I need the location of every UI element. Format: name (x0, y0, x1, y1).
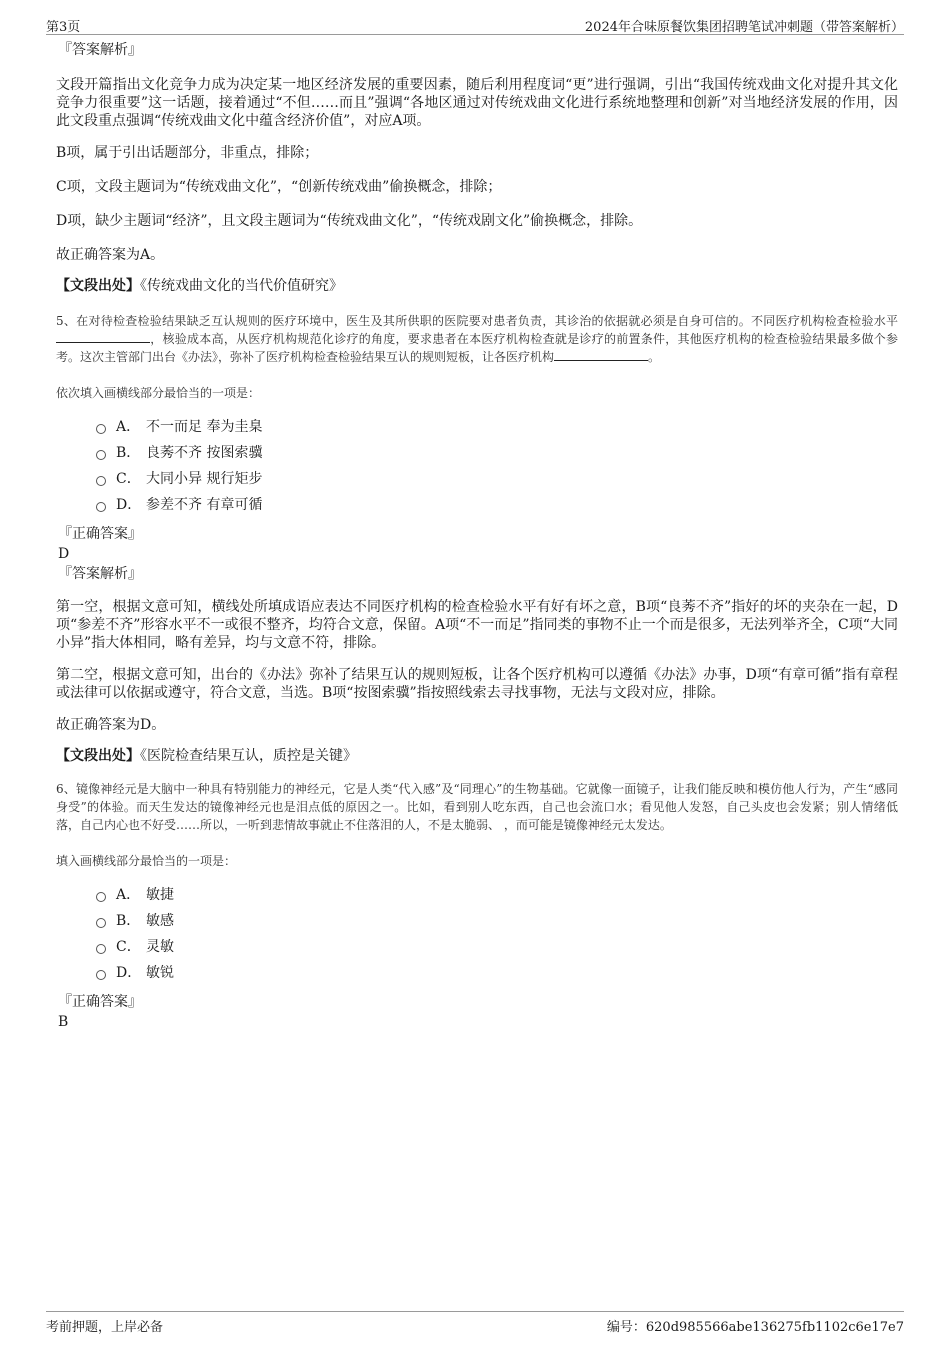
source-title: 《传统戏曲文化的当代价值研究》 (140, 278, 343, 294)
correct-answer: B (58, 1014, 69, 1030)
analysis-paragraph: 第一空，根据文意可知，横线处所填成语应表达不同医疗机构的检查检验水平有好有坏之意，B项“良莠不齐”指好的坏的夹杂在一起，D项“参差不齐”形容水平不一或很不整齐，均符合文意，保留。A项“不一而足”指同类的事物不止一个而是很多，无法列举齐全，C项“大同小异”指大体相同，略有差异，均与文意不符，排除。 (56, 599, 898, 651)
analysis-label: 『答案解析』 (58, 42, 142, 58)
source-title: 《医院检查结果互认，质控是关键》 (140, 748, 357, 764)
radio-icon[interactable] (96, 450, 106, 460)
source-line (56, 746, 898, 766)
option-key: C． (116, 471, 141, 487)
analysis-paragraph: 第二空，根据文意可知，出台的《办法》弥补了结果互认的规则短板，让各个医疗机构可以遵循《办法》办事，D项“有章可循”指有章程或法律可以依据或遵守，符合文意，当选。B项“按图索骥”指按照线索去寻找事物，无法与文段对应，排除。 (56, 667, 898, 701)
option-key: C． (116, 939, 141, 955)
option-text: 敏感 (146, 913, 174, 929)
source-label: 【文段出处】 (56, 748, 140, 764)
footer-slogan: 考前押题，上岸必备 (46, 1320, 164, 1335)
option-text: 参差不齐 有章可循 (146, 497, 263, 513)
option-d[interactable] (96, 492, 898, 518)
radio-icon[interactable] (96, 476, 106, 486)
radio-icon[interactable] (96, 918, 106, 928)
fill-blank (554, 348, 648, 361)
options-list (96, 882, 898, 986)
option-key: D． (116, 497, 142, 513)
analysis-label: 『答案解析』 (58, 566, 142, 582)
option-key: B． (116, 445, 141, 461)
document-title: 2024年合味原餐饮集团招聘笔试冲刺题（带答案解析） (584, 20, 904, 35)
option-key: B． (116, 913, 141, 929)
option-d[interactable] (96, 960, 898, 986)
question-text: 5、在对待检查检验结果缺乏互认规则的医疗环境中，医生及其所供职的医院要对患者负责，其诊治的依据就必须是自身可信的。不同医疗机构检查检验水平 (56, 314, 898, 328)
analysis-paragraph: C项，文段主题词为“传统戏曲文化”，“创新传统戏曲”偷换概念，排除； (56, 179, 502, 195)
correct-answer-label: 『正确答案』 (58, 526, 142, 542)
option-c[interactable] (96, 934, 898, 960)
page-number: 第3页 (46, 20, 81, 35)
document-id: 编号：620d985566abe136275fb1102c6e17e7 (606, 1320, 904, 1335)
radio-icon[interactable] (96, 970, 106, 980)
options-list (96, 414, 898, 518)
correct-answer: D (58, 546, 70, 562)
radio-icon[interactable] (96, 944, 106, 954)
option-a[interactable] (96, 414, 898, 440)
option-key: A． (116, 887, 141, 903)
page-content (56, 40, 898, 1032)
radio-icon[interactable] (96, 892, 106, 902)
page-footer (46, 1311, 904, 1336)
option-text: 敏捷 (146, 887, 174, 903)
question-6: 6、镜像神经元是大脑中一种具有特别能力的神经元，它是人类“代入感”及“同理心”的生物基础。它就像一面镜子，让我们能反映和模仿他人行为，产生“感同身受”的体验。而天生发达的镜像神经元也是泪点低的原因之一。比如，看到别人吃东西，自己也会流口水；看见他人发怒，自己头皮也会发紧；别人情绪低落，自己内心也不好受……所以，一听到悲情故事就止不住落泪的人，不是太脆弱、 ，而可能是镜像神经元太发达。 (56, 782, 898, 832)
option-c[interactable] (96, 466, 898, 492)
question-text: ，核验成本高，从医疗机构规范化诊疗的角度，要求患者在本医疗机构检查就是诊疗的前置条件，其他医疗机构的检查检验结果最多做个参考。这次主管部门出台《办法》，弥补了医疗机构检查检验结果互认的规则短板，让各医疗机构 (56, 332, 898, 364)
correct-answer-label: 『正确答案』 (58, 994, 142, 1010)
option-text: 灵敏 (146, 939, 174, 955)
option-a[interactable] (96, 882, 898, 908)
question-text: 。 (648, 350, 661, 364)
option-b[interactable] (96, 440, 898, 466)
radio-icon[interactable] (96, 424, 106, 434)
option-text: 良莠不齐 按图索骥 (146, 445, 263, 461)
fill-blank (56, 330, 150, 343)
option-key: D． (116, 965, 142, 981)
question-prompt: 填入画横线部分最恰当的一项是： (56, 854, 237, 868)
analysis-paragraph: B项，属于引出话题部分，非重点，排除； (56, 145, 319, 161)
source-line (56, 276, 898, 296)
question-5 (56, 312, 898, 366)
question-prompt: 依次填入画横线部分最恰当的一项是： (56, 386, 261, 400)
option-text: 敏锐 (146, 965, 174, 981)
page-header (46, 14, 904, 35)
analysis-paragraph: 文段开篇指出文化竞争力成为决定某一地区经济发展的重要因素，随后利用程度词“更”进行强调，引出“我国传统戏曲文化对提升其文化竞争力很重要”这一话题，接着通过“不但……而且”强调“各地区通过对传统戏曲文化进行系统地整理和创新”对当地经济发展的作用，因此文段重点强调“传统戏曲文化中蕴含经济价值”，对应A项。 (56, 77, 898, 129)
source-label: 【文段出处】 (56, 278, 140, 294)
option-text: 大同小异 规行矩步 (146, 471, 263, 487)
radio-icon[interactable] (96, 502, 106, 512)
analysis-paragraph: 故正确答案为A。 (56, 247, 165, 263)
analysis-paragraph: 故正确答案为D。 (56, 717, 166, 733)
option-text: 不一而足 奉为圭臬 (146, 419, 263, 435)
analysis-paragraph: D项，缺少主题词“经济”，且文段主题词为“传统戏曲文化”，“传统戏剧文化”偷换概念，排除。 (56, 213, 643, 229)
option-key: A． (116, 419, 141, 435)
option-b[interactable] (96, 908, 898, 934)
